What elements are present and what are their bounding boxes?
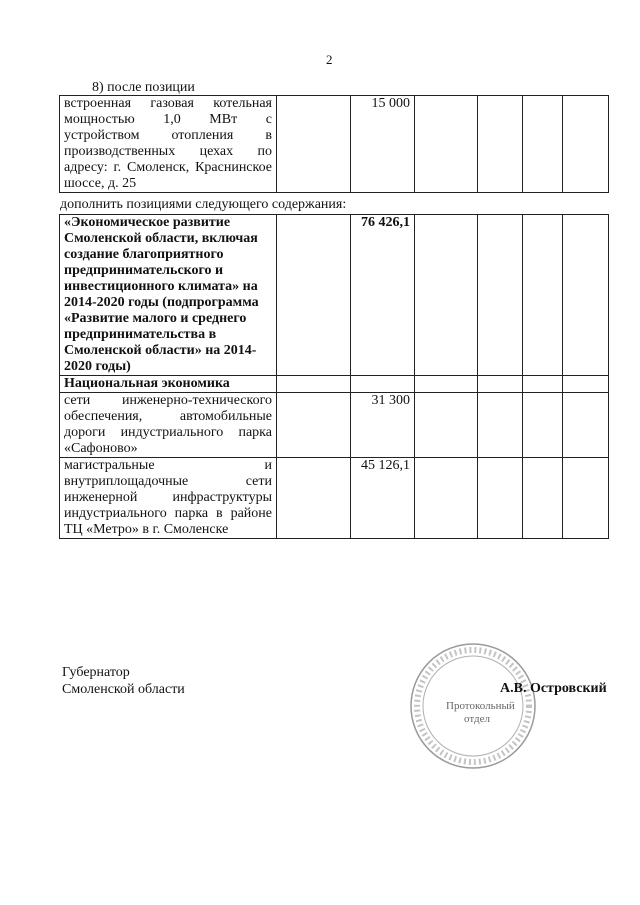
section-title: Национальная экономика	[60, 376, 277, 393]
table-row	[60, 458, 609, 539]
intro-text: 8) после позиции	[92, 80, 195, 95]
signature-name: А.В. Островский	[500, 681, 607, 696]
table-1	[59, 95, 609, 193]
middle-text: дополнить позициями следующего содержания:	[60, 197, 347, 212]
stamp-line2: отдел	[464, 713, 490, 725]
row-value: 31 300	[351, 393, 415, 458]
signature-position-line2: Смоленской области	[62, 682, 185, 697]
row-description: магистральные и внутриплощадочные сети инженерной инфраструктуры индустриального парка в районе ТЦ «Метро» в г. Смоленске	[60, 458, 277, 539]
stamp-line1: Протокольный	[446, 700, 515, 712]
table-row	[60, 96, 609, 193]
row-value: 45 126,1	[351, 458, 415, 539]
page-number: 2	[326, 52, 333, 67]
signature-position	[62, 664, 185, 698]
stamp-text	[446, 700, 515, 726]
program-title: «Экономическое развитие Смоленской области, включая создание благоприятного предпринимательского и инвестиционного климата» на 2014-2020 годы (подпрограмма «Развитие малого и среднего предпринимательства в Смоленской области» на 2014-2020 годы)	[60, 215, 277, 376]
row-description: сети инженерно-технического обеспечения, автомобильные дороги индустриального парка «Сафоново»	[60, 393, 277, 458]
table-row	[60, 376, 609, 393]
row-description: встроенная газовая котельная мощностью 1,0 МВт с устройством отопления в производственных цехах по адресу: г. Смоленск, Краснинское шоссе, д. 25	[60, 96, 277, 193]
table-row	[60, 215, 609, 376]
signature-position-line1: Губернатор	[62, 665, 130, 680]
table-2	[59, 214, 609, 539]
program-value: 76 426,1	[351, 215, 415, 376]
row-value: 15 000	[351, 96, 415, 193]
table-row	[60, 393, 609, 458]
